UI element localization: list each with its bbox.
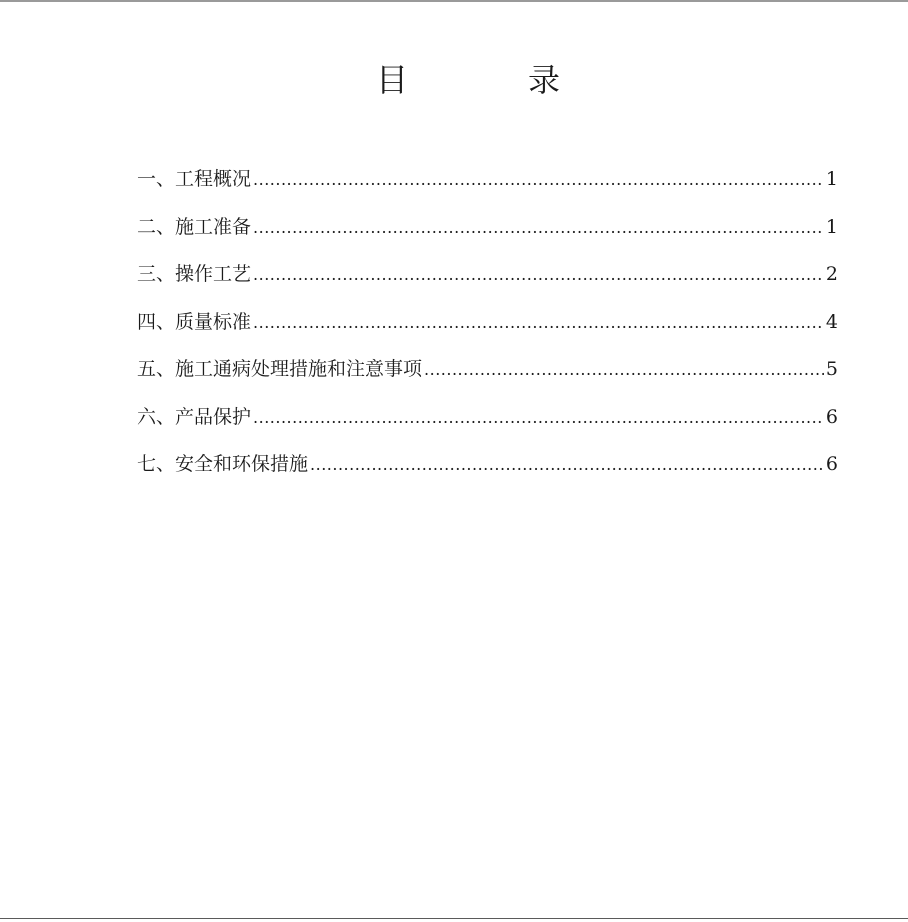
toc-dot-leader: [253, 156, 824, 204]
toc-dot-leader: [310, 441, 824, 489]
toc-entry-text: 七、安全和环保措施: [137, 453, 309, 475]
toc-page-number: 5: [825, 358, 838, 380]
toc-page-number: 6: [825, 405, 838, 428]
toc-dot-leader: [253, 394, 824, 442]
toc-entry-text: 六、产品保护: [137, 405, 252, 428]
toc-dot-leader: [424, 346, 824, 394]
toc-entry-4[interactable]: [137, 299, 838, 347]
toc-dot-leader: [253, 204, 824, 252]
toc-entry-text: 五、施工通病处理措施和注意事项: [137, 358, 423, 380]
table-of-contents: [137, 156, 838, 489]
toc-title: 目 录: [375, 61, 604, 99]
toc-entry-2[interactable]: [137, 204, 838, 252]
toc-entry-text: 四、质量标准: [137, 310, 252, 333]
toc-entry-6[interactable]: [137, 394, 838, 442]
toc-dot-leader: [253, 251, 824, 299]
toc-page-number: 4: [825, 310, 838, 333]
toc-page-number: 6: [825, 453, 838, 475]
toc-page-number: 1: [825, 215, 838, 238]
toc-entry-1[interactable]: [137, 156, 838, 204]
toc-entry-3[interactable]: [137, 251, 838, 299]
page-bottom-border: [0, 918, 908, 919]
toc-entry-7[interactable]: [137, 441, 838, 489]
page-top-border: [0, 0, 908, 2]
toc-entry-text: 二、施工准备: [137, 215, 252, 238]
toc-entry-text: 三、操作工艺: [137, 263, 252, 285]
toc-entry-text: 一、工程概况: [137, 168, 252, 190]
toc-dot-leader: [253, 299, 824, 347]
toc-page-number: 1: [825, 168, 838, 190]
toc-page-number: 2: [825, 263, 838, 285]
toc-entry-5[interactable]: [137, 346, 838, 394]
